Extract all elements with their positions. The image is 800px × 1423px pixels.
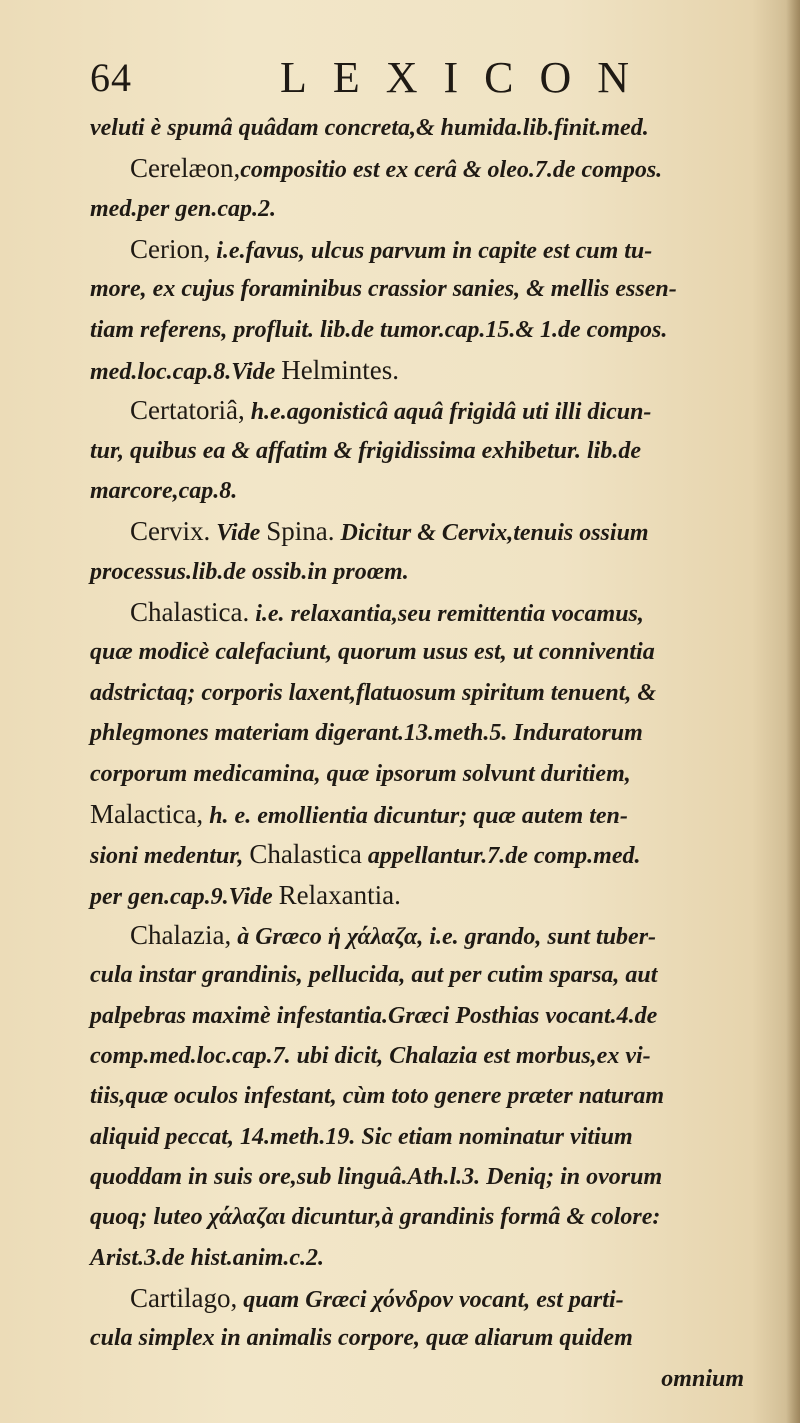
catchword: omnium xyxy=(661,1365,744,1392)
entry-text: h.e.agonisticâ aquâ frigidâ uti illi dicun- xyxy=(244,399,652,426)
entry-text: quoq; luteo χάλαζαι dicuntur,à grandinis formâ & colore: xyxy=(90,1204,661,1231)
text-line xyxy=(90,754,780,794)
entry-text: h. e. emollientia dicuntur; quæ autem ten- xyxy=(203,802,628,829)
text-line xyxy=(90,713,780,753)
text-line xyxy=(90,310,780,350)
entry-text: cula instar grandinis, pellucida, aut per cutim sparsa, aut xyxy=(90,962,658,989)
text-line xyxy=(90,229,780,269)
text-line xyxy=(90,1238,780,1278)
text-line xyxy=(90,511,780,551)
text-line xyxy=(90,431,780,471)
entry-text: Arist.3.de hist.anim.c.2. xyxy=(90,1244,325,1271)
text-line xyxy=(90,1036,780,1076)
entry-text: processus.lib.de ossib.in proœm. xyxy=(90,558,409,585)
entry-term: Cervix. xyxy=(130,516,211,547)
entry-text: aliquid peccat, 14.meth.19. Sic etiam nominatur vitium xyxy=(90,1123,633,1150)
entry-term: Relaxantia. xyxy=(278,879,401,910)
entry-term: Chalazia, xyxy=(130,919,232,950)
entry-text: tiam referens, profluit. lib.de tumor.cap.15.& 1.de compos. xyxy=(90,316,668,343)
page-header xyxy=(90,52,780,104)
entry-text: sioni medentur, xyxy=(90,843,250,870)
text-line xyxy=(90,350,780,390)
text-line xyxy=(90,390,780,430)
text-line xyxy=(90,794,780,834)
entry-text: med.loc.cap.8.Vide xyxy=(90,359,282,386)
text-line xyxy=(90,108,780,148)
running-title: LEXICON xyxy=(280,53,656,102)
entry-term: Malactica, xyxy=(90,798,204,829)
entry-term: Helmintes. xyxy=(281,355,400,386)
dictionary-text-block xyxy=(90,108,780,1399)
entry-text: tur, quibus ea & affatim & frigidissima exhibetur. lib.de xyxy=(90,437,641,464)
page-number: 64 xyxy=(90,55,132,100)
entry-text: marcore,cap.8. xyxy=(90,478,238,505)
entry-text: quam Græci χόνδρον vocant, est parti- xyxy=(237,1286,624,1313)
text-line xyxy=(90,189,780,229)
text-line xyxy=(90,1318,780,1358)
entry-text: cula simplex in animalis corpore, quæ aliarum quidem xyxy=(90,1325,633,1352)
entry-text: med.per gen.cap.2. xyxy=(90,195,276,222)
page-edge-shadow xyxy=(786,0,800,1423)
entry-text: palpebras maximè infestantia.Græci Posthias vocant.4.de xyxy=(90,1002,658,1029)
text-line xyxy=(90,1197,780,1237)
text-line xyxy=(90,1076,780,1116)
text-line xyxy=(90,875,780,915)
entry-text: comp.med.loc.cap.7. ubi dicit, Chalazia est morbus,ex vi- xyxy=(90,1042,651,1069)
text-line xyxy=(90,955,780,995)
text-line xyxy=(90,632,780,672)
entry-term: Cartilago, xyxy=(130,1282,238,1313)
text-line xyxy=(90,1157,780,1197)
text-line xyxy=(90,996,780,1036)
entry-term: Spina. xyxy=(266,516,335,547)
entry-text: tiis,quæ oculos infestant, cùm toto genere præter naturam xyxy=(90,1083,665,1110)
entry-term: Chalastica. xyxy=(130,597,250,628)
entry-term: Cerelæon, xyxy=(130,153,241,184)
text-line xyxy=(90,1117,780,1157)
entry-text: i.e.favus, ulcus parvum in capite est cum tu- xyxy=(210,238,653,265)
entry-text: quæ modicè calefaciunt, quorum usus est, ut conniventia xyxy=(90,639,655,666)
entry-text: i.e. relaxantia,seu remittentia vocamus, xyxy=(249,601,644,628)
text-line xyxy=(90,552,780,592)
text-line xyxy=(90,834,780,874)
text-line xyxy=(90,148,780,188)
entry-term: Chalastica xyxy=(249,839,362,870)
entry-text: quoddam in suis ore,sub linguâ.Ath.l.3. Deniq; in ovorum xyxy=(90,1163,663,1190)
entry-term: Certatoriâ, xyxy=(130,395,245,426)
text-line xyxy=(90,471,780,511)
entry-text: compositio est ex cerâ & oleo.7.de compos. xyxy=(240,157,663,184)
entry-text: per gen.cap.9.Vide xyxy=(90,883,279,910)
entry-text: phlegmones materiam digerant.13.meth.5. Induratorum xyxy=(90,720,643,747)
entry-text: appellantur.7.de comp.med. xyxy=(361,843,641,870)
entry-text: corporum medicamina, quæ ipsorum solvunt duritiem, xyxy=(90,760,631,787)
entry-text: adstrictaq; corporis laxent,flatuosum spiritum tenuent, & xyxy=(90,679,657,706)
entry-text: veluti è spumâ quâdam concreta,& humida.lib.finit.med. xyxy=(90,115,649,141)
entry-text: à Græco ἡ χάλαζα, i.e. grando, sunt tuber- xyxy=(231,923,657,950)
text-line xyxy=(90,673,780,713)
text-line xyxy=(90,1278,780,1318)
entry-term: Cerion, xyxy=(130,234,211,265)
entry-text: Vide xyxy=(210,520,267,547)
text-line xyxy=(90,592,780,632)
text-line xyxy=(90,269,780,309)
entry-text: Dicitur & Cervix,tenuis ossium xyxy=(334,520,649,547)
text-line xyxy=(90,915,780,955)
entry-text: more, ex cujus foraminibus crassior sanies, & mellis essen- xyxy=(90,276,677,303)
